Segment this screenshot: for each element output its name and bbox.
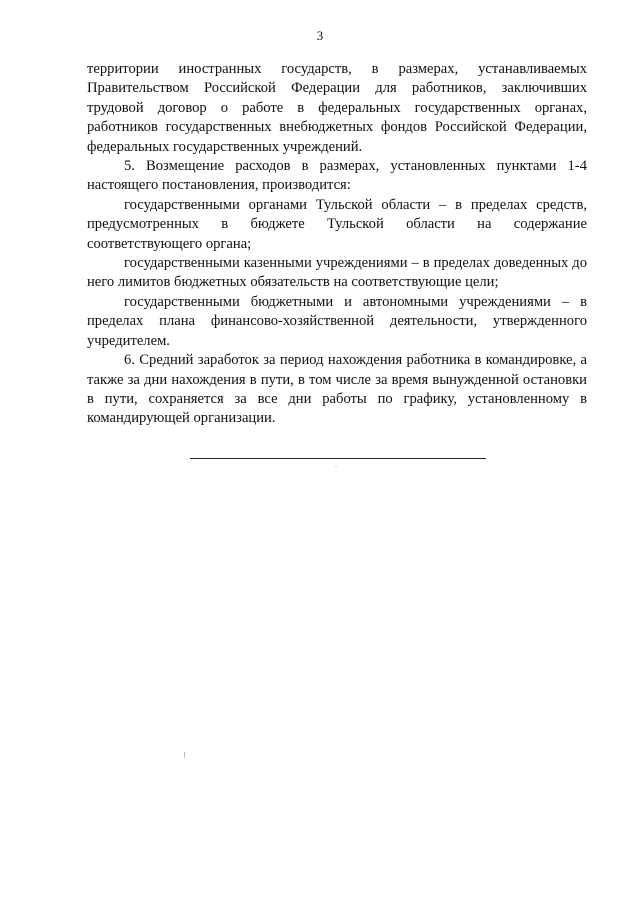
paragraph-item-6: 6. Средний заработок за период нахождения работника в командировке, а также за дни нахождения в пути, в том числе за время вынужденной остановки в пути, сохраняется за все дни работы по графику, установленному в командирующей организации.: [87, 352, 587, 427]
page-number: 3: [316, 28, 324, 43]
paragraph-state-bodies: государственными органами Тульской области – в пределах средств, предусмотренных в бюджете Тульской области на содержание соответствующего органа;: [87, 196, 587, 252]
paragraph-budget-institutions: государственными бюджетными и автономными учреждениями – в пределах плана финансово-хозяйственной деятельности, утвержденного учредителем.: [87, 293, 587, 349]
paragraph-item-5: 5. Возмещение расходов в размерах, установленных пунктами 1-4 настоящего постановления, производится:: [87, 158, 587, 194]
end-of-text-divider: [190, 458, 486, 459]
scan-speck: [184, 752, 185, 758]
paragraph-state-institutions: государственными казенными учреждениями – в пределах доведенных до него лимитов бюджетных обязательств на соответствующие цели;: [87, 255, 587, 291]
paragraph-continuation: территории иностранных государств, в размерах, устанавливаемых Правительством Российской Федерации для работников, заключивших трудовой договор о работе в федеральных государственных органах, работников государственных внебюджетных фондов Российской Федерации, федеральных государственных учреждений.: [87, 61, 587, 155]
document-body: [87, 60, 587, 429]
scan-speck: [335, 466, 337, 467]
